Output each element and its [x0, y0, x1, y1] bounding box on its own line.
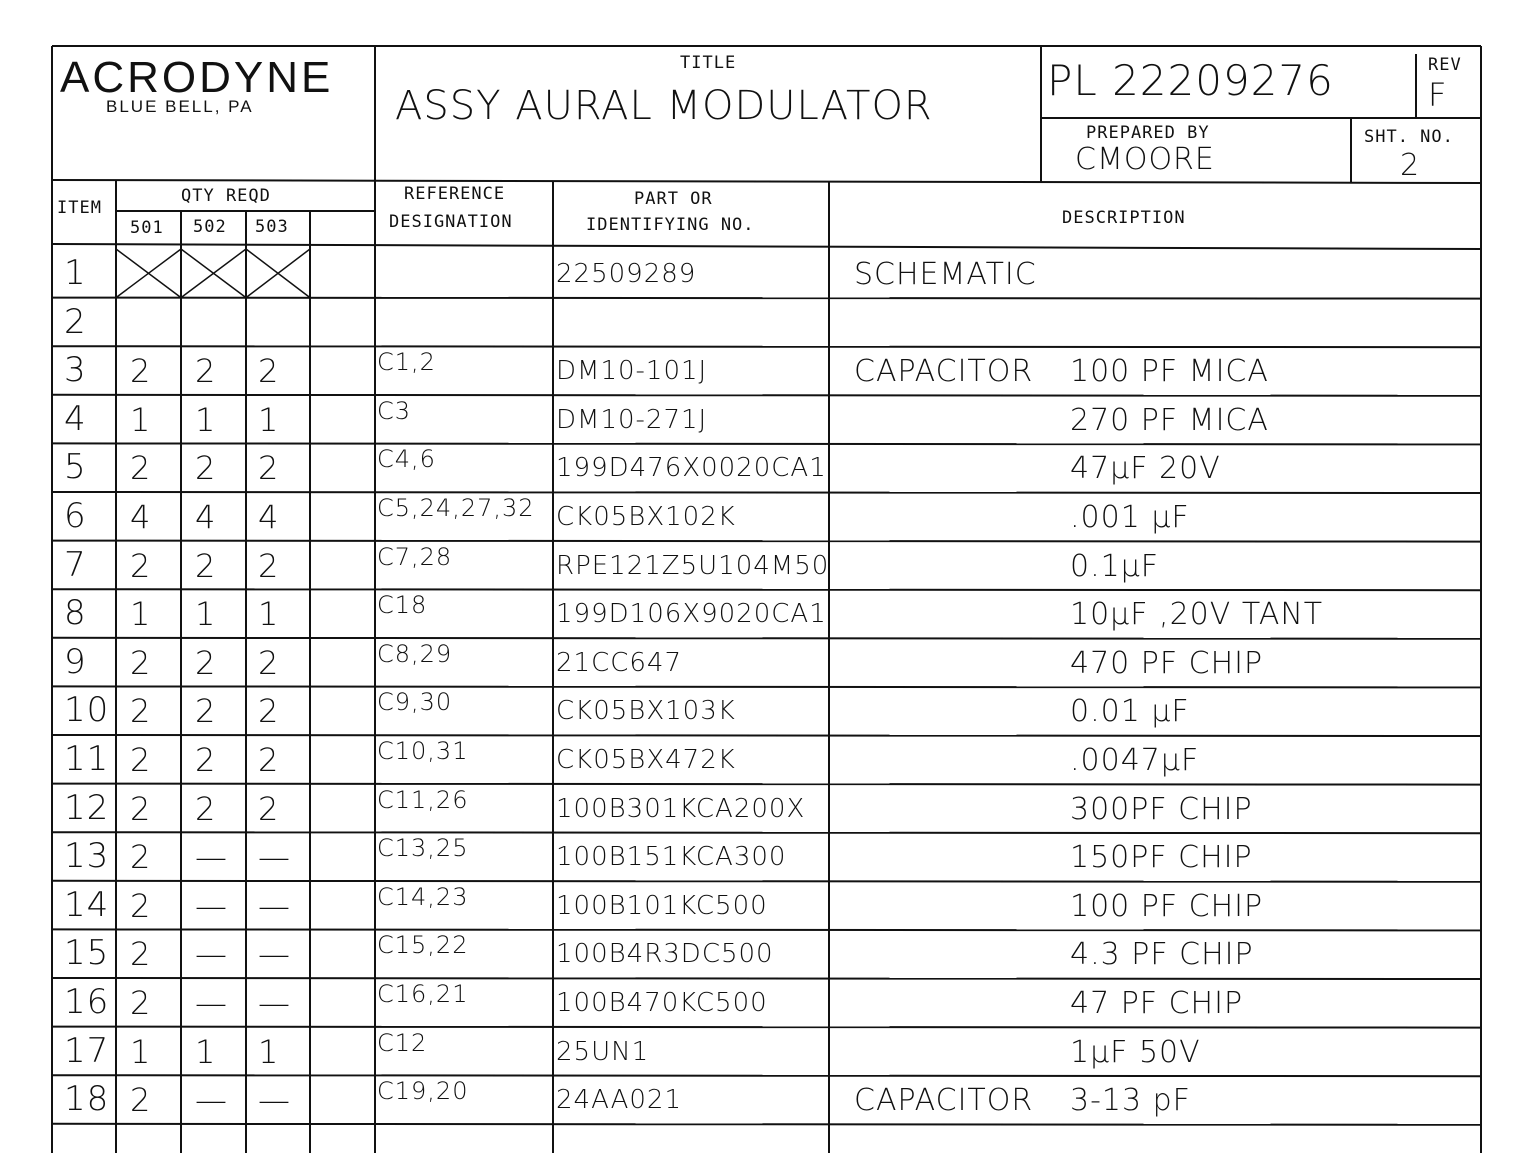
company-logo: ACRODYNE: [60, 53, 334, 102]
drawing-title: ASSY AURAL MODULATOR: [395, 83, 933, 129]
description-type: CAPACITOR: [854, 1083, 1034, 1119]
qty-501: 1: [130, 595, 152, 634]
part-list-number: PL 22209276: [1047, 56, 1334, 105]
reference-designation: C14,23: [377, 882, 469, 911]
qty-502: 1: [195, 400, 217, 439]
qty-503: 4: [258, 498, 280, 536]
qty-502: 2: [195, 692, 217, 731]
qty-502: 2: [195, 449, 217, 488]
qty-501: 2: [130, 789, 152, 828]
qty-501: 2: [130, 984, 152, 1022]
qty-501: 2: [130, 1081, 152, 1120]
qty-503: 2: [258, 789, 280, 828]
qty-502: 2: [195, 789, 217, 828]
sheet-number: 2: [1400, 148, 1421, 183]
revision-letter: F: [1428, 76, 1448, 114]
qty-503: 1: [258, 400, 280, 439]
reference-designation: C16,21: [377, 980, 469, 1008]
prepared-by-name: CMOORE: [1075, 142, 1215, 177]
title-label: TITLE: [680, 53, 737, 73]
part-number: 24AA021: [556, 1085, 683, 1116]
part-number: DM10-101J: [556, 356, 708, 387]
reference-designation: C13,25: [377, 834, 469, 863]
qty-501: 1: [130, 1032, 152, 1071]
part-number: 21CC647: [556, 647, 683, 678]
reference-designation: C8,29: [377, 639, 453, 668]
qty-501: 2: [130, 838, 152, 877]
item-number: 16: [64, 982, 110, 1022]
qty-502: 4: [195, 498, 217, 536]
part-number: 100B470KC500: [556, 988, 768, 1018]
reference-designation: C12: [377, 1028, 428, 1057]
part-number: 25UN1: [556, 1036, 650, 1067]
qty-503: 2: [258, 352, 280, 391]
qty-503: 1: [258, 595, 280, 634]
company-location: BLUE BELL, PA: [106, 97, 254, 116]
qty-502: 2: [195, 643, 217, 682]
description-value: 3-13 pF: [1070, 1083, 1191, 1119]
qty-501: 2: [130, 352, 152, 391]
part-number: DM10-271J: [556, 404, 708, 435]
qty-501: 2: [130, 741, 152, 779]
description-value: .0047µF: [1070, 743, 1200, 778]
qty-502: 2: [195, 741, 217, 779]
part-number: RPE121Z5U104M50: [556, 550, 830, 581]
item-number: 17: [64, 1030, 110, 1071]
description-value: 4.3 PF CHIP: [1070, 937, 1254, 973]
qty-503: 2: [258, 741, 280, 779]
col-header-reference: REFERENCE: [404, 184, 506, 204]
reference-designation: C7,28: [377, 542, 453, 571]
reference-designation: C9,30: [377, 688, 453, 717]
qty-502: —: [195, 838, 228, 877]
qty-501: 2: [130, 546, 152, 585]
col-header-description: DESCRIPTION: [1062, 208, 1186, 228]
qty-502: —: [195, 886, 228, 925]
qty-503: 2: [258, 546, 280, 585]
item-number: 18: [64, 1079, 110, 1120]
item-number: 8: [64, 593, 87, 634]
col-header-qty: QTY REQD: [181, 186, 271, 206]
part-number: 100B4R3DC500: [556, 939, 774, 970]
sheet-label: SHT. NO.: [1364, 127, 1454, 147]
description-type: SCHEMATIC: [854, 257, 1037, 292]
description-value: 10µF ,20V TANT: [1070, 597, 1324, 633]
col-header-501: 501: [130, 218, 164, 238]
qty-503: 1: [258, 1032, 280, 1071]
qty-502: —: [195, 935, 228, 974]
qty-503: —: [258, 838, 291, 877]
qty-503: 2: [258, 692, 280, 731]
qty-503: —: [258, 1081, 291, 1120]
description-value: 300PF CHIP: [1070, 791, 1253, 827]
col-header-item: ITEM: [57, 198, 102, 218]
rev-label: REV: [1428, 55, 1462, 75]
col-header-502: 502: [193, 217, 227, 237]
qty-501: 2: [130, 449, 152, 488]
col-header-identifying-no: IDENTIFYING NO.: [586, 215, 755, 235]
description-value: 470 PF CHIP: [1070, 645, 1264, 681]
part-number: 100B101KC500: [556, 890, 768, 921]
qty-501: 1: [130, 400, 152, 439]
col-header-503: 503: [255, 217, 289, 237]
item-number: 10: [64, 690, 110, 731]
reference-designation: C5,24,27,32: [377, 494, 535, 522]
description-value: 100 PF CHIP: [1070, 888, 1264, 924]
qty-503: —: [258, 886, 291, 925]
description-value: 1µF 50V: [1070, 1034, 1201, 1070]
item-number: 7: [64, 544, 87, 585]
part-number: CK05BX102K: [556, 502, 736, 532]
item-number: 3: [64, 350, 87, 391]
qty-502: —: [195, 1081, 228, 1120]
description-value: 150PF CHIP: [1070, 840, 1253, 876]
qty-501: 2: [130, 935, 152, 974]
reference-designation: C3: [377, 396, 412, 425]
part-number: 199D106X9020CA1: [556, 599, 827, 630]
item-number: 6: [64, 496, 87, 536]
qty-502: 1: [195, 1032, 217, 1071]
qty-502: 2: [195, 546, 217, 585]
col-header-part-or: PART OR: [634, 189, 713, 209]
qty-503: —: [258, 935, 291, 974]
part-number: 100B151KCA300: [556, 842, 787, 873]
item-number: 12: [64, 787, 110, 828]
item-number: 11: [64, 739, 110, 779]
reference-designation: C19,20: [377, 1077, 469, 1106]
qty-502: 1: [195, 595, 217, 634]
reference-designation: C1,2: [377, 348, 436, 377]
part-number: CK05BX103K: [556, 696, 736, 727]
item-number: 14: [64, 884, 110, 925]
part-number: 199D476X0020CA1: [556, 453, 827, 484]
qty-502: 2: [195, 352, 217, 391]
prepared-by-label: PREPARED BY: [1086, 123, 1210, 143]
part-number: 22509289: [556, 259, 697, 289]
description-value: 0.01 µF: [1070, 694, 1190, 730]
part-number: 100B301KCA200X: [556, 793, 806, 824]
reference-designation: C11,26: [377, 785, 469, 814]
qty-x-marks: [116, 249, 310, 298]
item-number: 5: [64, 447, 87, 488]
reference-designation: C10,31: [377, 737, 469, 765]
qty-502: —: [195, 984, 228, 1022]
item-number: 2: [64, 301, 87, 342]
qty-501: 2: [130, 692, 152, 731]
reference-designation: C18: [377, 591, 428, 620]
description-value: 100 PF MICA: [1070, 354, 1269, 390]
qty-501: 2: [130, 643, 152, 682]
description-type: CAPACITOR: [854, 354, 1034, 390]
qty-501: 4: [130, 498, 152, 536]
item-number: 4: [64, 398, 87, 439]
description-value: .001 µF: [1070, 500, 1190, 535]
item-number: 1: [64, 253, 87, 293]
description-value: 270 PF MICA: [1070, 402, 1269, 438]
col-header-designation: DESIGNATION: [389, 212, 513, 232]
qty-503: —: [258, 984, 291, 1022]
part-number: CK05BX472K: [556, 745, 736, 775]
reference-designation: C4,6: [377, 445, 436, 474]
description-value: 47 PF CHIP: [1070, 986, 1244, 1021]
item-number: 9: [64, 641, 87, 682]
item-number: 15: [64, 933, 110, 974]
item-number: 13: [64, 836, 110, 877]
qty-501: 2: [130, 886, 152, 925]
description-value: 47µF 20V: [1070, 451, 1221, 487]
reference-designation: C15,22: [377, 931, 469, 960]
qty-503: 2: [258, 449, 280, 488]
description-value: 0.1µF: [1070, 548, 1160, 584]
qty-503: 2: [258, 643, 280, 682]
